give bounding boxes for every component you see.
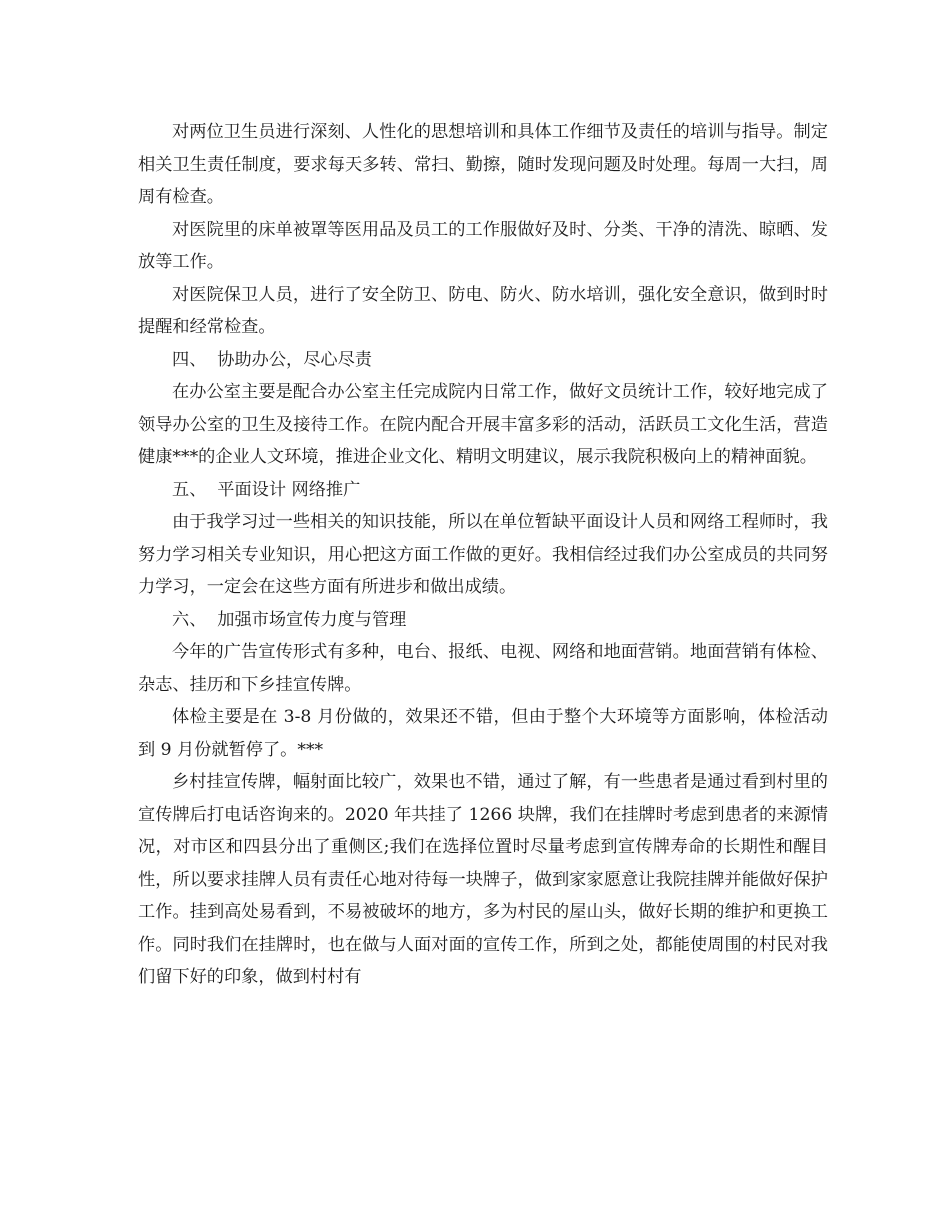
document-page — [138, 116, 828, 994]
paragraph-office-work: 在办公室主要是配合办公室主任完成院内日常工作，做好文员统计工作，较好地完成了领导办公室的卫生及接待工作。在院内配合开展丰富多彩的活动，活跃员工文化生活，营造健康***的企业人文环境，推进企业文化、精明文明建议，展示我院积极向上的精神面貌。 — [138, 382, 828, 467]
paragraph-ad-forms: 今年的广告宣传形式有多种，电台、报纸、电视、网络和地面营销。地面营销有体检、杂志、挂历和下乡挂宣传牌。 — [138, 642, 828, 695]
section-heading-5: 五、 平面设计 网络推广 — [172, 479, 361, 500]
paragraph-health-check: 体检主要是在 3-8 月份做的，效果还不错，但由于整个大环境等方面影响，体检活动到 9 月份就暂停了。*** — [138, 707, 828, 760]
section-heading-6: 六、 加强市场宣传力度与管理 — [172, 609, 407, 630]
paragraph-sanitation-training: 对两位卫生员进行深刻、人性化的思想培训和具体工作细节及责任的培训与指导。制定相关卫生责任制度，要求每天多转、常扫、勤擦，随时发现问题及时处理。每周一大扫，周周有检查。 — [138, 122, 828, 207]
paragraph-graphic-design: 由于我学习过一些相关的知识技能，所以在单位暂缺平面设计人员和网络工程师时，我努力学习相关专业知识，用心把这方面工作做的更好。我相信经过我们办公室成员的共同努力学习，一定会在这些方面有所进步和做出成绩。 — [138, 512, 828, 597]
paragraph-village-signs: 乡村挂宣传牌，幅射面比较广，效果也不错，通过了解，有一些患者是通过看到村里的宣传牌后打电话咨询来的。2020 年共挂了 1266 块牌，我们在挂牌时考虑到患者的来源情况，对市区和四县分出了重侧区;我们在选择位置时尽量考虑到宣传牌寿命的长期性和醒目性，所以要求挂牌人员有责任心地对待每一块牌子，做到家家愿意让我院挂牌并能做好保护工作。挂到高处易看到，不易被破坏的地方，多为村民的屋山头，做好长期的维护和更换工作。同时我们在挂牌时，也在做与人面对面的宣传工作，所到之处，都能使周围的村民对我们留下好的印象，做到村村有 — [138, 772, 828, 987]
paragraph-security-training: 对医院保卫人员，进行了安全防卫、防电、防火、防水培训，强化安全意识，做到时时提醒和经常检查。 — [138, 284, 828, 337]
section-heading-4: 四、 协助办公，尽心尽责 — [172, 349, 372, 370]
paragraph-linen-laundry: 对医院里的床单被罩等医用品及员工的工作服做好及时、分类、干净的清洗、晾晒、发放等工作。 — [138, 219, 828, 272]
